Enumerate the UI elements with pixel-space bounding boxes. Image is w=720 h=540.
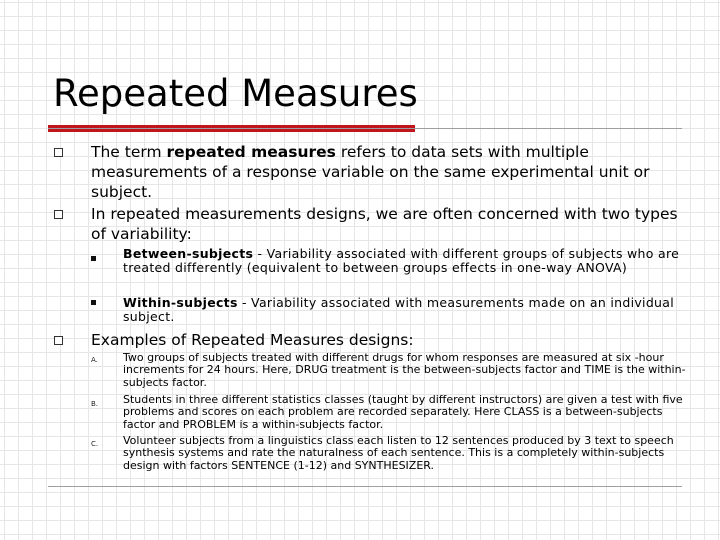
slide-title: Repeated Measures xyxy=(53,72,418,115)
within-subjects-description: - Variability associated with measurements made on an individual subject. xyxy=(123,295,675,324)
definition-paragraph xyxy=(91,142,691,202)
between-subjects-term: Between-subjects xyxy=(123,246,254,261)
definition-text-end: refers to data sets with multiple measurements of a response variable on the same experimental unit or subject. xyxy=(91,143,650,201)
between-subjects-item xyxy=(123,247,688,274)
variability-intro-paragraph: In repeated measurements designs, we are often concerned with two types of variability: xyxy=(91,205,678,243)
between-subjects-description: - Variability associated with different groups of subjects who are treated differently (equivalent to between groups effects in one-way ANOVA) xyxy=(123,246,680,275)
filled-square-bullet-icon xyxy=(91,300,96,305)
title-divider-line xyxy=(48,128,682,129)
example-item-a: Two groups of subjects treated with different drugs for whom responses are measured at six -hour increments for 24 hours. Here, DRUG treatment is the between-subjects factor and TIME is the within-subjects factor. xyxy=(123,351,686,389)
example-marker-c: C. xyxy=(91,440,99,448)
example-item-c: Volunteer subjects from a linguistics class each listen to 12 sentences produced by 3 text to speech synthesis systems and rate the naturalness of each sentence. This is a completely within-subjects design with factors SENTENCE (1-12) and SYNTHESIZER. xyxy=(123,434,674,472)
hollow-square-bullet-icon xyxy=(54,336,63,345)
hollow-square-bullet-icon xyxy=(54,148,63,157)
example-marker-a: A. xyxy=(91,356,98,364)
example-item-b: Students in three different statistics classes (taught by different instructors) are given a test with five problems and scores on each problem are recorded separately. Here CLASS is a between-subjects factor and PROBLEM is a within-subjects factor. xyxy=(123,393,683,431)
definition-text-start: The term xyxy=(91,143,167,161)
within-subjects-item xyxy=(123,296,688,323)
hollow-square-bullet-icon xyxy=(54,210,63,219)
definition-term: repeated measures xyxy=(166,143,336,161)
bottom-divider-line xyxy=(48,486,682,487)
examples-intro-paragraph: Examples of Repeated Measures designs: xyxy=(91,331,414,349)
filled-square-bullet-icon xyxy=(91,256,96,261)
within-subjects-term: Within-subjects xyxy=(123,295,238,310)
example-marker-b: B. xyxy=(91,400,99,408)
